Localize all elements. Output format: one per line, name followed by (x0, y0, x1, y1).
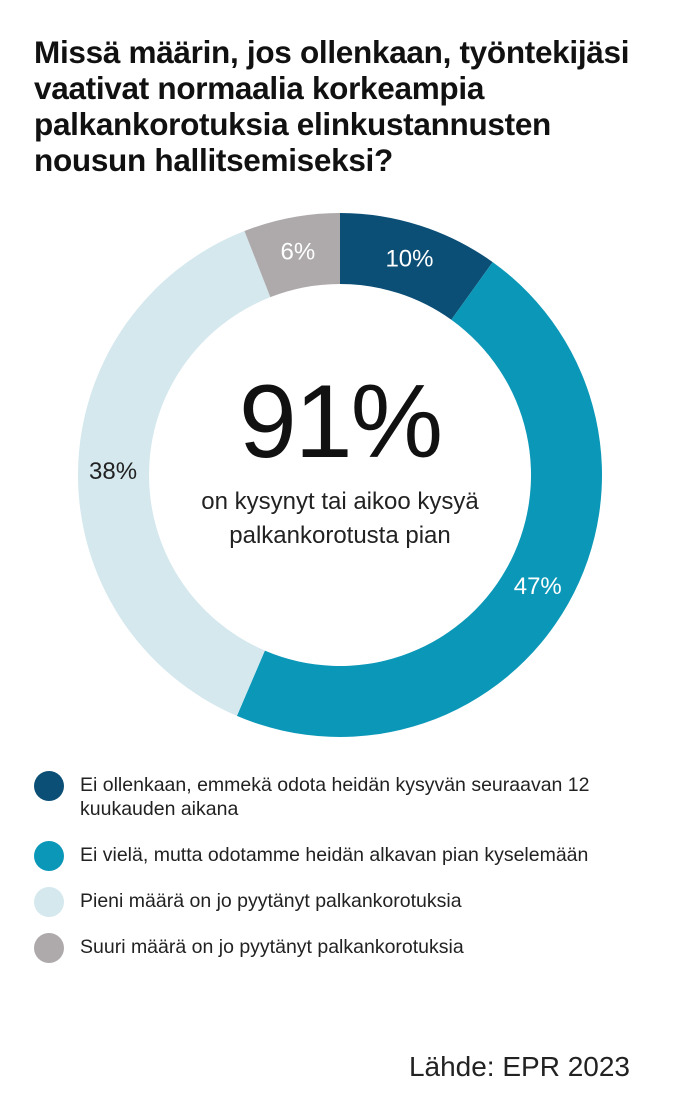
legend-item (34, 770, 664, 840)
legend-item (34, 932, 664, 972)
legend-swatch (34, 841, 64, 871)
legend-swatch (34, 933, 64, 963)
source-note: Lähde: EPR 2023 (408, 1051, 630, 1082)
legend (34, 770, 664, 972)
legend-label: Suuri määrä on jo pyytänyt palkankorotuksia (80, 936, 464, 958)
center-caption: on kysynyt tai aikoo kysyä palkankorotusta pian (201, 488, 479, 549)
legend-label: Pieni määrä on jo pyytänyt palkankorotuksia (80, 890, 462, 912)
data-label: 6% (280, 238, 316, 266)
legend-label: Ei ollenkaan, emmekä odota heidän kysyvän seuraavan 12 kuukauden aikana (80, 774, 590, 820)
donut-chart (70, 205, 610, 745)
legend-item (34, 840, 664, 886)
data-label: 10% (385, 245, 434, 273)
legend-swatch (34, 887, 64, 917)
chart-title: Missä määrin, jos ollenkaan, työntekijäsi vaativat normaalia korkeampia palkankorotuksia elinkustannusten nousun hallitsemiseksi? (34, 34, 630, 178)
center-value: 91% (238, 364, 442, 480)
data-label: 47% (513, 572, 562, 600)
legend-item (34, 886, 664, 932)
legend-label: Ei vielä, mutta odotamme heidän alkavan pian kyselemään (80, 844, 589, 866)
data-label: 38% (89, 457, 138, 485)
legend-swatch (34, 771, 64, 801)
